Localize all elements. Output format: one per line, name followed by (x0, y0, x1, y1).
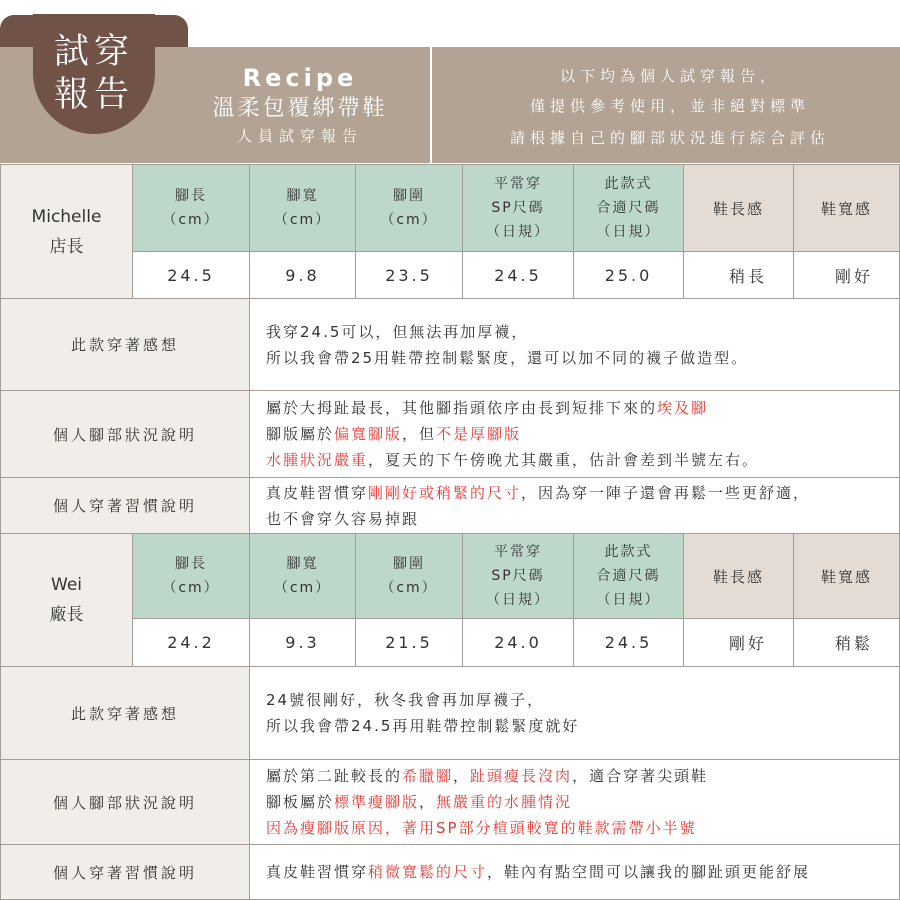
text-line (266, 480, 810, 506)
impression-label: 此款穿著感想 (0, 667, 250, 760)
value-foot-girth: 21.5 (356, 619, 463, 667)
disclaimer-line-2: 僅提供參考使用，並非絕對標準 (529, 97, 810, 115)
value-usual-size: 24.5 (463, 252, 574, 299)
wearing-habit-text (250, 478, 900, 534)
foot-condition-text (250, 760, 900, 845)
value-foot-width: 9.8 (250, 252, 356, 299)
text-line (266, 789, 708, 815)
col-width-feel: 鞋寬感 (794, 534, 900, 619)
plain-text: ，鞋內有點空間可以讓我的腳趾頭更能舒展 (487, 863, 811, 881)
col-usual-size: 平常穿 SP尺碼 （日規） (463, 534, 574, 619)
plain-text: 真皮鞋習慣穿 (266, 483, 369, 502)
value-foot-length: 24.2 (133, 619, 250, 667)
col-foot-width: 腳寬 （cm） (250, 165, 356, 252)
value-length-feel: 剛好 (684, 619, 794, 667)
tester-name: Wei (51, 575, 82, 595)
text-line (266, 506, 810, 532)
col-width-feel: 鞋寬感 (794, 165, 900, 252)
text-line (266, 815, 708, 841)
recipe-english-title: Recipe (242, 64, 358, 92)
col-foot-girth: 腳圍 （cm） (356, 165, 463, 252)
impression-line: 所以我會帶25用鞋帶控制鬆緊度，還可以加不同的襪子做造型。 (266, 348, 749, 367)
tester-name-cell (0, 534, 133, 667)
plain-text: 腳版屬於 (266, 425, 335, 443)
badge-text: 試穿報告 (53, 32, 134, 115)
highlighted-text: 埃及腳 (657, 399, 709, 417)
highlighted-text: 標準瘦腳版 (334, 793, 420, 811)
plain-text: ，適合穿著尖頭鞋 (572, 767, 709, 785)
value-foot-length: 24.5 (133, 252, 250, 299)
highlighted-text: 偏寬腳版 (334, 425, 403, 443)
value-foot-width: 9.3 (250, 619, 356, 667)
col-length-feel: 鞋長感 (684, 534, 794, 619)
highlighted-text: 剛剛好或稍緊的尺寸 (368, 483, 522, 502)
plain-text: 屬於大拇趾最長，其他腳指頭依序由長到短排下來的 (266, 399, 658, 417)
text-line (266, 395, 759, 421)
value-fit-size: 25.0 (574, 252, 684, 299)
col-foot-girth: 腳圍 （cm） (356, 534, 463, 619)
highlighted-text: 無嚴重的水腫情況 (436, 793, 573, 811)
plain-text: ， (419, 793, 437, 811)
foot-condition-label: 個人腳部狀況說明 (0, 391, 250, 478)
value-width-feel: 剛好 (794, 252, 900, 299)
tester-title: 店長 (49, 236, 84, 257)
value-length-feel: 稍長 (684, 252, 794, 299)
plain-text: 也不會穿久容易掉跟 (266, 509, 420, 528)
tester-title: 廠長 (49, 605, 84, 625)
text-line (266, 763, 708, 789)
col-foot-length: 腳長 （cm） (133, 165, 250, 252)
plain-text: 屬於第二趾較長的 (266, 767, 403, 785)
highlighted-text: 稍微寬鬆的尺寸 (368, 863, 488, 881)
col-foot-width: 腳寬 （cm） (250, 534, 356, 619)
wearing-habit-label: 個人穿著習慣說明 (0, 478, 250, 534)
col-foot-length: 腳長 （cm） (133, 534, 250, 619)
text-line (266, 447, 759, 473)
wearing-habit-label: 個人穿著習慣說明 (0, 845, 250, 900)
value-usual-size: 24.0 (463, 619, 574, 667)
tester-name: Michelle (31, 206, 102, 227)
col-usual-size: 平常穿 SP尺碼 （日規） (463, 165, 574, 252)
highlighted-text: 不是厚腳版 (436, 425, 522, 443)
plain-text: 腳板屬於 (266, 793, 335, 811)
impression-label: 此款穿著感想 (0, 299, 250, 391)
report-badge (33, 14, 155, 134)
text-line (266, 421, 759, 447)
plain-text: ，夏天的下午傍晚尤其嚴重，估計會差到半號左右。 (368, 451, 760, 469)
highlighted-text: 希臘腳 (402, 767, 454, 785)
highlighted-text: 因為瘦腳版原因，著用SP部分楦頭較寬的鞋款需帶小半號 (266, 819, 697, 837)
plain-text: ， (453, 767, 471, 785)
highlighted-text: 趾頭瘦長沒肉 (470, 767, 573, 785)
header-divider (430, 47, 432, 163)
highlighted-text: 水腫狀況嚴重 (266, 451, 369, 469)
disclaimer-line-1: 以下均為個人試穿報告， (559, 67, 780, 85)
impression-text (250, 299, 900, 391)
plain-text: ，但 (402, 425, 437, 443)
product-name: 溫柔包覆綁帶鞋 (212, 96, 388, 121)
plain-text: 真皮鞋習慣穿 (266, 863, 369, 881)
value-fit-size: 24.5 (574, 619, 684, 667)
impression-line: 我穿24.5可以，但無法再加厚襪， (266, 322, 529, 341)
impression-text (250, 667, 900, 760)
report-subtitle: 人員試穿報告 (236, 127, 363, 145)
col-fit-size: 此款式 合適尺碼 （日規） (574, 534, 684, 619)
foot-condition-text (250, 391, 900, 478)
value-width-feel: 稍鬆 (794, 619, 900, 667)
plain-text: ，因為穿一陣子還會再鬆一些更舒適， (521, 483, 811, 502)
value-foot-girth: 23.5 (356, 252, 463, 299)
impression-line: 所以我會帶24.5再用鞋帶控制鬆緊度就好 (266, 717, 580, 735)
wearing-habit-text (250, 845, 900, 900)
tester-name-cell (0, 165, 133, 299)
col-fit-size: 此款式 合適尺碼 （日規） (574, 165, 684, 252)
disclaimer-line-3: 請根據自己的腳部狀況進行綜合評估 (509, 129, 830, 147)
impression-line: 24號很剛好，秋冬我會再加厚襪子， (266, 691, 545, 709)
foot-condition-label: 個人腳部狀況說明 (0, 760, 250, 845)
text-line (266, 859, 810, 885)
col-length-feel: 鞋長感 (684, 165, 794, 252)
